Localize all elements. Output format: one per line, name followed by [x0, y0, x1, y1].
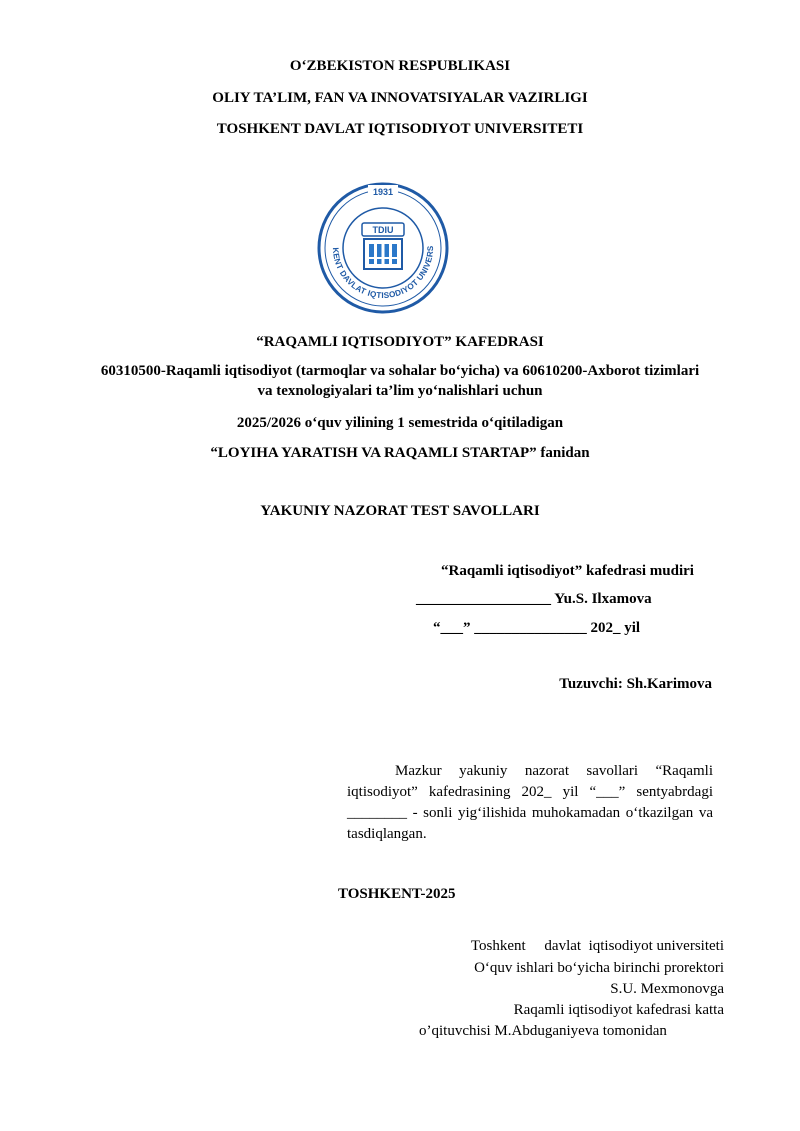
university-seal-logo — [316, 181, 450, 315]
ministry-name: OLIY TA’LIM, FAN VA INNOVATSIYALAR VAZIRLIGI — [212, 90, 588, 106]
university-name: TOSHKENT DAVLAT IQTISODIYOT UNIVERSITETI — [216, 121, 584, 137]
ministry-line: O‘ZBEKISTON RESPUBLIKASI — [289, 58, 511, 74]
semester-line: 2025/2026 o‘quv yilining 1 semestrida o‘qitiladigan — [236, 415, 564, 431]
seal-abbr: TDIU — [372, 225, 394, 235]
compiler-line: Tuzuvchi: Sh.Karimova — [559, 676, 712, 692]
programs-line-2: va texnologiyalari ta’lim yo‘nalishlari uchun — [257, 383, 543, 399]
footer-line-1: Toshkent davlat iqtisodiyot universiteti — [470, 938, 724, 954]
footer-line-5: o’qituvchisi M.Abduganiyeva tomonidan — [419, 1023, 667, 1039]
footer-line-3: S.U. Mexmonovga — [610, 981, 724, 997]
programs-line-1: 60310500-Raqamli iqtisodiyot (tarmoqlar va sohalar bo‘yicha) va 60610200-Axborot tizimlari — [100, 363, 700, 379]
approval-signature-line: __________________ Yu.S. Ilxamova — [416, 591, 652, 607]
seal-year: 1931 — [372, 187, 394, 197]
department-title: “RAQAMLI IQTISODIYOT” KAFEDRASI — [256, 334, 544, 350]
footer-line-4: Raqamli iqtisodiyot kafedrasi katta — [513, 1002, 724, 1018]
seal-ring-text: KENT DAVLAT IQTISODIYOT UNIVERS — [330, 245, 436, 301]
approval-head-title: “Raqamli iqtisodiyot” kafedrasi mudiri — [441, 563, 694, 579]
approval-date-line: “___” _______________ 202_ yil — [433, 620, 641, 636]
footer-line-2: O‘quv ishlari bo‘yicha birinchi prorektori — [474, 960, 724, 976]
city-year: TOSHKENT-2025 — [338, 886, 456, 902]
approval-note: Mazkur yakuniy nazorat savollari “Raqamli iqtisodiyot” kafedrasining 202_ yil “___” sentyabrdagi ________ - sonli yig‘ilishida muhokamadan o‘tkazilgan va tasdiqlangan. — [347, 763, 713, 842]
subject-title: “LOYIHA YARATISH VA RAQAMLI STARTAP” fanidan — [210, 445, 590, 461]
document-title: YAKUNIY NAZORAT TEST SAVOLLARI — [260, 503, 540, 519]
